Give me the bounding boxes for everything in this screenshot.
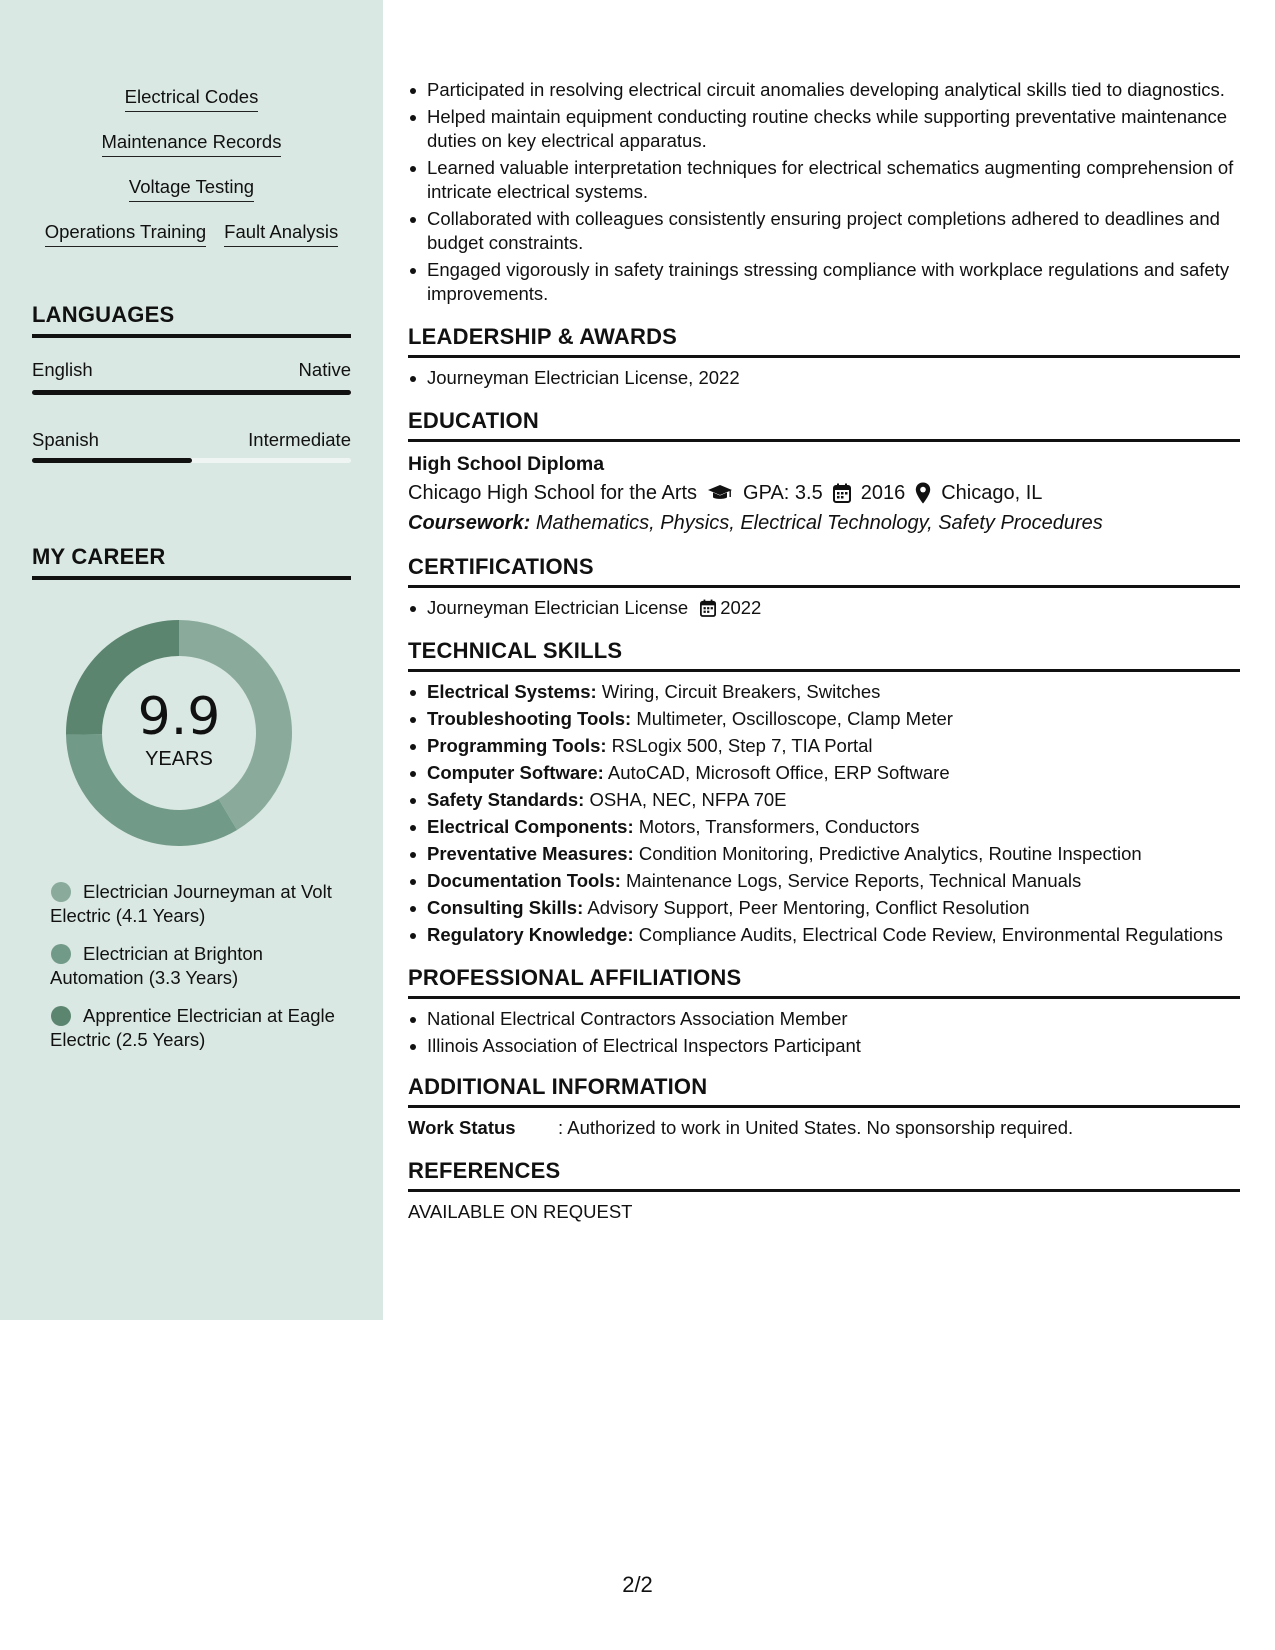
language-level: Native [298,359,351,380]
skill-label: Computer Software: [427,762,604,783]
skill-tag: Voltage Testing [129,176,254,202]
certification-year: 2022 [720,597,762,618]
list-item [408,842,1240,866]
skill-value: AutoCAD, Microsoft Office, ERP Software [607,762,950,783]
references-text: AVAILABLE ON REQUEST [408,1201,633,1222]
skill-label: Documentation Tools: [427,870,621,891]
languages-heading: LANGUAGES [32,302,351,338]
skill-label: Troubleshooting Tools: [427,708,632,729]
list-item [408,761,1240,785]
references-heading: REFERENCES [408,1158,1240,1192]
list-item [408,896,1240,920]
skill-value: Maintenance Logs, Service Reports, Technical Manuals [626,870,1082,891]
work-status-label: Work Status [408,1117,516,1138]
skill-value: RSLogix 500, Step 7, TIA Portal [611,735,873,756]
map-pin-icon [915,482,931,504]
career-legend [50,880,350,1066]
career-item [50,880,350,928]
education-heading: EDUCATION [408,408,1240,442]
career-label: Electrician Journeyman at Volt Electric (4.1 Years) [50,881,332,926]
skill-tag: Operations Training [45,221,206,247]
career-label: Apprentice Electrician at Eagle Electric (2.5 Years) [50,1005,335,1050]
skill-label: Preventative Measures: [427,843,634,864]
certification-name: Journeyman Electrician License [427,597,689,618]
language-bar-fill [32,458,192,463]
skill-label: Programming Tools: [427,735,607,756]
leadership-heading: LEADERSHIP & AWARDS [408,324,1240,358]
list-item: Participated in resolving electrical circuit anomalies developing analytical skills tied to diagnostics. [408,78,1240,102]
skill-label: Safety Standards: [427,789,585,810]
education-gpa: GPA: 3.5 [743,482,823,504]
legend-dot [51,1006,71,1026]
list-item [408,815,1240,839]
skill-label: Electrical Systems: [427,681,597,702]
list-item [408,788,1240,812]
education-school: Chicago High School for the Arts [408,482,698,504]
work-status-value: : Authorized to work in United States. No sponsorship required. [558,1117,1074,1138]
main-content [408,78,1240,1224]
list-item [408,869,1240,893]
list-item: Illinois Association of Electrical Inspectors Participant [408,1034,1240,1058]
experience-bullets [408,78,1240,306]
skill-label: Regulatory Knowledge: [427,924,634,945]
career-total: 9.9 [137,687,221,747]
coursework-text: Mathematics, Physics, Electrical Technology, Safety Procedures [535,512,1103,534]
education-details [408,478,1240,508]
career-label: Electrician at Brighton Automation (3.3 Years) [50,943,263,988]
skills-tags [0,86,383,266]
skill-value: Advisory Support, Peer Mentoring, Conflict Resolution [587,897,1030,918]
language-bar [32,390,351,395]
certifications-heading: CERTIFICATIONS [408,554,1240,588]
list-item [408,680,1240,704]
list-item: Journeyman Electrician License, 2022 [408,366,1240,390]
language-row [32,429,351,451]
additional-info-heading: ADDITIONAL INFORMATION [408,1074,1240,1108]
language-name: English [32,359,93,380]
affiliations-list [408,1007,1240,1058]
skill-value: Multimeter, Oscilloscope, Clamp Meter [636,708,953,729]
skill-value: Condition Monitoring, Predictive Analytics, Routine Inspection [638,843,1142,864]
career-donut-chart [66,620,292,846]
list-item [408,923,1240,947]
list-item: Helped maintain equipment conducting routine checks while supporting preventative maintenance duties on key electrical apparatus. [408,105,1240,153]
skill-tag: Maintenance Records [102,131,282,157]
legend-dot [51,944,71,964]
career-item [50,942,350,990]
language-bar [32,458,351,463]
list-item: Collaborated with colleagues consistently ensuring project completions adhered to deadlines and budget constraints. [408,207,1240,255]
calendar-icon [700,599,716,617]
education-degree: High School Diploma [408,453,605,475]
sidebar [0,0,383,1320]
career-unit: YEARS [145,748,213,770]
education-location: Chicago, IL [941,482,1043,504]
legend-dot [51,882,71,902]
skill-value: Compliance Audits, Electrical Code Review, Environmental Regulations [638,924,1223,945]
work-status-row [408,1116,1240,1140]
page-number: 2/2 [622,1572,653,1597]
skill-tag: Fault Analysis [224,221,338,247]
technical-skills-list [408,680,1240,947]
list-item: National Electrical Contractors Association Member [408,1007,1240,1031]
skill-value: Wiring, Circuit Breakers, Switches [601,681,881,702]
language-name: Spanish [32,429,99,450]
language-level: Intermediate [248,429,351,450]
career-item [50,1004,350,1052]
career-heading: MY CAREER [32,544,351,580]
skill-value: OSHA, NEC, NFPA 70E [589,789,787,810]
coursework-label: Coursework: [408,512,531,534]
list-item [408,734,1240,758]
graduation-cap-icon [707,484,733,502]
certifications-list [408,596,1240,620]
affiliations-heading: PROFESSIONAL AFFILIATIONS [408,965,1240,999]
list-item [408,596,1240,620]
skill-value: Motors, Transformers, Conductors [638,816,920,837]
education-year: 2016 [860,482,906,504]
language-bar-fill [32,390,351,395]
education-coursework [408,508,1240,538]
skill-tag: Electrical Codes [125,86,259,112]
technical-skills-heading: TECHNICAL SKILLS [408,638,1240,672]
calendar-icon [833,483,851,503]
skill-label: Electrical Components: [427,816,634,837]
list-item: Learned valuable interpretation techniques for electrical schematics augmenting comprehension of intricate electrical systems. [408,156,1240,204]
donut-center [66,620,292,846]
leadership-list [408,366,1240,390]
language-row [32,359,351,381]
skill-label: Consulting Skills: [427,897,584,918]
list-item: Engaged vigorously in safety trainings stressing compliance with workplace regulations and safety improvements. [408,258,1240,306]
list-item [408,707,1240,731]
certification-line [427,596,1240,620]
